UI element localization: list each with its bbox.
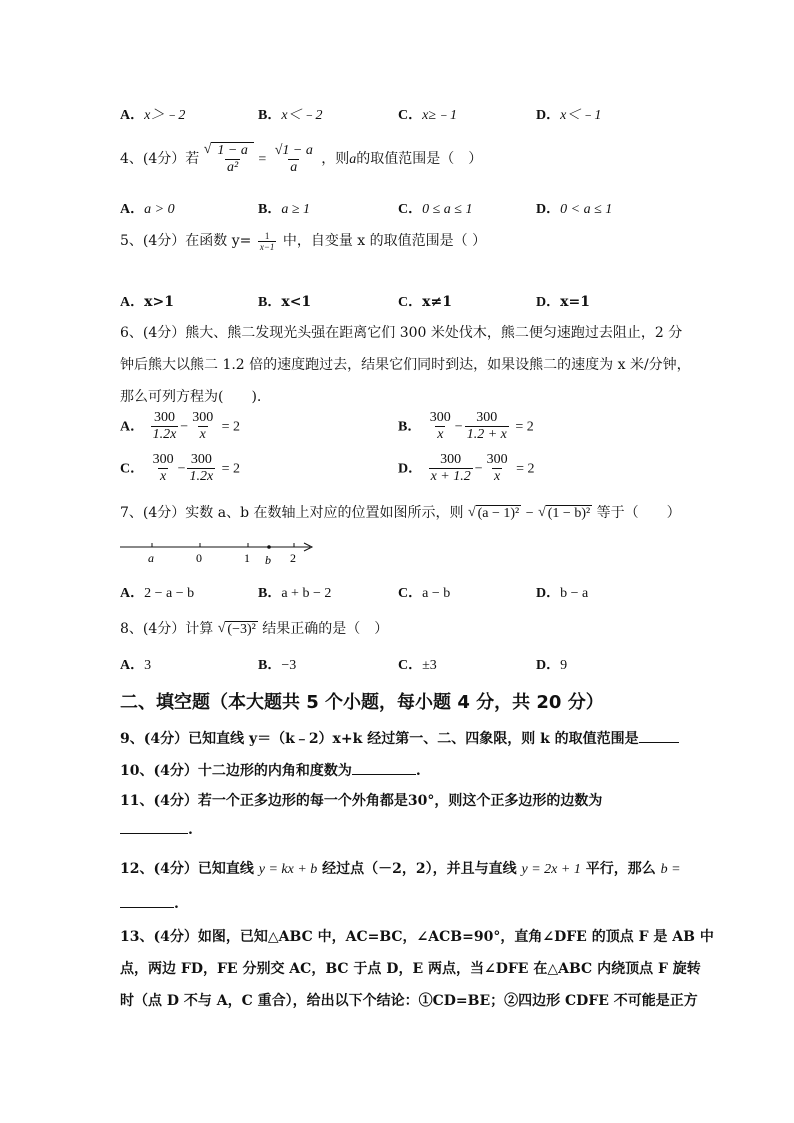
q5-option-b: B．x<1 xyxy=(258,294,312,310)
q12-answer-line: . xyxy=(120,896,179,912)
q9-stem: 9、(4分）已知直线 y＝（k﹣2）x+k 经过第一、二、四象限，则 k 的取值范围是 xyxy=(120,728,679,748)
q5-fraction: $\frac{1}{x-1}$ xyxy=(259,230,275,252)
q5-option-a: A．x>1 xyxy=(120,294,174,310)
q6-option-b: B． $\frac{300}{x}$ − $\frac{300}{1.2 + x}$ = 2 xyxy=(398,410,534,442)
q8-option-a: A．3 xyxy=(120,658,152,673)
q6-option-c: C． $\frac{300}{x}$ − $\frac{300}{1.2x}$ = 2 xyxy=(120,452,241,484)
q4-sqrt-left: √ $\frac{1 - a}{\text{a²}}$ xyxy=(204,142,254,176)
q3-option-c: C．x≥﹣1 xyxy=(398,108,458,123)
q5-stem: 5、(4分）在函数 y= $\frac{1}{x-1}$ 中，自变量 x 的取值范围是（ ） xyxy=(120,230,487,252)
q6-line-1: 6、(4分）熊大、熊二发现光头强在距离它们 300 米处伐木，熊二便匀速跑过去阻止，2 分 xyxy=(120,325,683,341)
q5-option-c: C．x≠1 xyxy=(398,294,452,310)
q5-option-d: D．x=1 xyxy=(536,294,590,310)
q11-answer-blank xyxy=(120,833,188,834)
q13-line-2: 点，两边 FD，FE 分别交 AC，BC 于点 D，E 两点，当∠DFE 在△ABC 内绕顶点 F 旋转 xyxy=(120,961,701,977)
q7-option-c: C．a − b xyxy=(398,586,451,601)
q4-frac-right: $\frac{√1 - a}{a}$ xyxy=(274,142,313,175)
q4-option-c: C．0 ≤ a ≤ 1 xyxy=(398,202,473,217)
q3-option-b: B．x＜﹣2 xyxy=(258,108,323,123)
q4-option-a: A．a > 0 xyxy=(120,202,175,217)
q7-number-line xyxy=(118,536,318,566)
q4-option-d: D．0 < a ≤ 1 xyxy=(536,202,613,217)
label-one: 1 xyxy=(244,551,250,565)
q13-line-1: 13、(4分）如图，已知△ABC 中，AC=BC，∠ACB=90°，直角∠DFE 的顶点 F 是 AB 中 xyxy=(120,929,714,945)
label-a: a xyxy=(148,551,154,565)
q10-stem: 10、(4分）十二边形的内角和度数为 . xyxy=(120,763,421,779)
q11-answer-line: . xyxy=(120,822,193,838)
section-2-heading: 二、填空题（本大题共 5 个小题，每小题 4 分，共 20 分） xyxy=(120,692,604,713)
label-two: 2 xyxy=(290,551,296,565)
q8-option-d: D．9 xyxy=(536,658,568,673)
q11-stem: 11、(4分）若一个正多边形的每一个外角都是30°，则这个正多边形的边数为 xyxy=(120,793,603,809)
q3-option-a: A．x＞﹣2 xyxy=(120,108,186,123)
q3-option-d: D．x＜﹣1 xyxy=(536,108,602,123)
q6-option-d: D． $\frac{300}{x + 1.2}$ − $\frac{300}{x}$ = 2 xyxy=(398,452,535,484)
q12-stem: 12、(4分）已知直线 y = kx + b 经过点（－2，2），并且与直线 y = 2x + 1 平行，那么 b = xyxy=(120,861,681,877)
label-b: b xyxy=(265,553,271,566)
q7-option-b: B．a + b − 2 xyxy=(258,586,332,601)
q7-stem: 7、(4分）实数 a、b 在数轴上对应的位置如图所示，则 √ (a − 1)² − √ (1 − b)² 等于（ ） xyxy=(120,504,681,521)
q4-option-b: B．a ≥ 1 xyxy=(258,202,311,217)
q6-line-3: 那么可列方程为( ). xyxy=(120,389,262,405)
q4-stem: 4、(4分）若 √ $\frac{1 - a}{\text{a²}}$ = $\frac{√1 - a}{a}$ ，则a的取值范围是（ ） xyxy=(120,142,483,175)
q7-option-a: A．2 − a − b xyxy=(120,586,195,601)
q9-answer-blank xyxy=(639,742,679,743)
q8-option-c: C．±3 xyxy=(398,658,437,673)
q8-stem: 8、(4分）计算 √ (−3)² 结果正确的是（ ） xyxy=(120,620,389,637)
point-b xyxy=(267,545,271,549)
q7-option-d: D．b − a xyxy=(536,586,589,601)
label-zero: 0 xyxy=(196,551,202,565)
q8-option-b: B．−3 xyxy=(258,658,297,673)
q10-answer-blank xyxy=(352,774,416,775)
q12-answer-blank xyxy=(120,907,174,908)
q13-line-3: 时（点 D 不与 A，C 重合），给出以下个结论：①CD=BE；②四边形 CDFE 不可能是正方 xyxy=(120,993,698,1009)
q6-line-2: 钟后熊大以熊二 1.2 倍的速度跑过去，结果它们同时到达，如果设熊二的速度为 x 米/分钟， xyxy=(120,357,691,373)
q6-option-a: A． $\frac{300}{1.2x}$ − $\frac{300}{x}$ = 2 xyxy=(120,410,241,442)
